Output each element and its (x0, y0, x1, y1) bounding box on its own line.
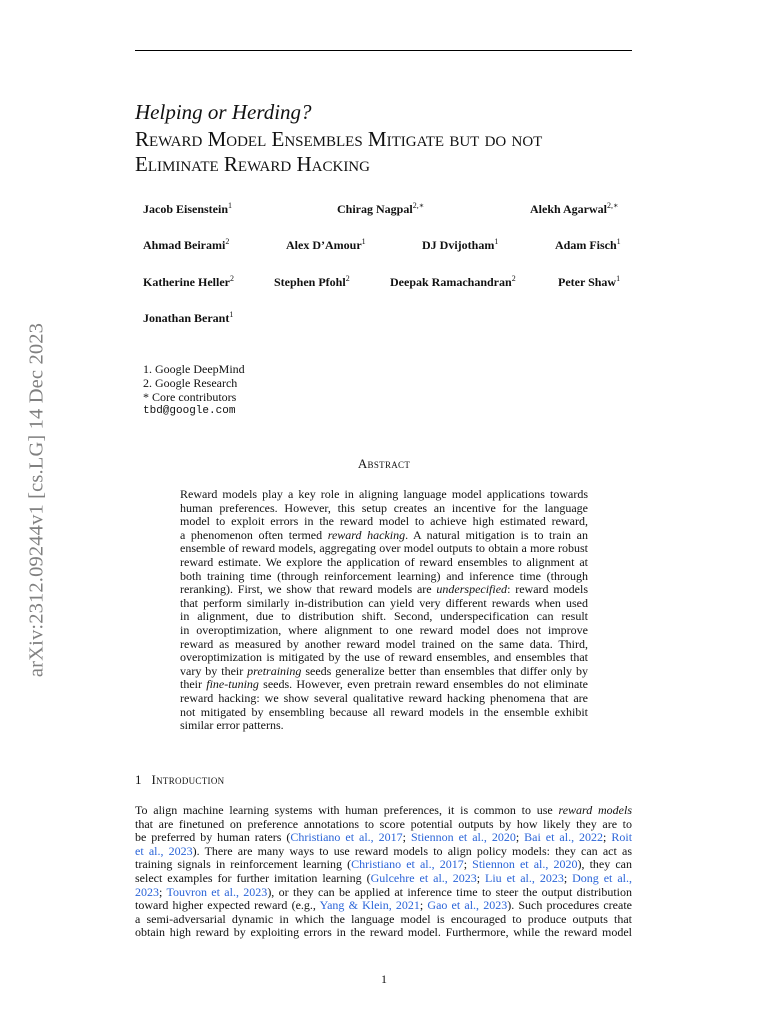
text-span: ; (603, 830, 612, 845)
author-shaw (558, 275, 620, 290)
abstract-line: that perform similarly in-distribution can yield very different rewards when used (180, 595, 588, 610)
text-span: : reward models (507, 582, 588, 597)
author-heller (143, 275, 234, 290)
page-number: 1 (381, 972, 387, 986)
abstract-line: reward estimate. We explore the application of reward ensembles to alignment at (180, 554, 588, 569)
abstract-line: ensemble of reward models, aggregating over model outputs to obtain a more robust (180, 541, 588, 556)
text-span: a phenomenon often termed (180, 527, 328, 542)
author-damour (286, 238, 366, 253)
emphasis-text: reward models (558, 803, 632, 817)
abstract-line: both training time (through reinforcement learning) and inference time (through (180, 568, 588, 583)
citation-link[interactable]: Gulcehre et al., 2023 (370, 870, 477, 885)
title-line-3: Eliminate Reward Hacking (135, 152, 370, 176)
abstract-line: overoptimization is mitigated by the use of reward ensembles, and ensembles that (180, 650, 588, 665)
abstract-line (180, 678, 588, 692)
author-berant (143, 311, 233, 326)
text-span: seeds generalize better than ensembles that differ only by (301, 663, 588, 678)
citation-link[interactable]: 2023 (135, 884, 159, 899)
abstract-line: in overoptimization, where alignment to one reward model does not improve (180, 622, 588, 637)
emphasis-text: underspecified (436, 582, 508, 597)
core-contributors-note: * Core contributors (143, 390, 237, 404)
author-affiliation-mark: 2,∗ (607, 201, 619, 210)
author-affiliation-mark: 2 (345, 274, 350, 283)
citation-link[interactable]: et al., 2023 (135, 843, 193, 858)
text-span: reranking). First, we show that reward models are (180, 582, 437, 597)
text-span: To align machine learning systems with human preferences, it is common to use (135, 803, 559, 817)
intro-line (135, 804, 632, 818)
author-name: Alekh Agarwal (530, 202, 608, 216)
author-pfohl (274, 275, 350, 290)
author-dvijotham (422, 238, 498, 253)
citation-link[interactable]: Christiano et al., 2017 (290, 830, 403, 845)
text-span: training signals in reinforcement learning ( (135, 857, 352, 872)
citation-link[interactable]: Roit (611, 830, 633, 845)
intro-line (135, 831, 632, 845)
intro-line (135, 858, 632, 872)
title-line-2: Reward Model Ensembles Mitigate but do not (135, 127, 543, 151)
author-fisch (555, 238, 621, 253)
abstract-heading: Abstract (357, 456, 411, 471)
contact-email[interactable]: tbd@google.com (143, 405, 236, 417)
abstract-line (180, 529, 588, 543)
author-beirami (143, 238, 229, 253)
intro-line (135, 845, 632, 859)
author-affiliation-mark: 1 (616, 274, 621, 283)
author-eisenstein (143, 202, 232, 217)
author-name: Chirag Nagpal (337, 202, 413, 216)
author-name: Stephen Pfohl (274, 275, 346, 289)
header-rule (135, 50, 632, 51)
emphasis-text: reward hacking (327, 527, 406, 542)
citation-link[interactable]: Bai et al., 2022 (524, 830, 604, 845)
text-span: ), or they can be applied at inference time to steer the output distribution (267, 884, 632, 899)
text-span: ; (419, 898, 428, 913)
section-number: 1 (135, 772, 142, 787)
title-line-1: Helping or Herding? (135, 100, 312, 124)
text-span: ). Such procedures create (507, 898, 632, 913)
affiliation-2: 2. Google Research (143, 376, 238, 390)
text-span: ; (563, 870, 573, 885)
abstract-line: model to exploit errors in the reward model to achieve high estimated reward, (180, 514, 588, 529)
citation-link[interactable]: Yang & Klein, 2021 (319, 898, 420, 913)
affiliation-1: 1. Google DeepMind (143, 362, 245, 376)
section-heading-introduction (135, 772, 224, 788)
author-name: DJ Dvijotham (422, 238, 495, 252)
abstract-line: in alignment, due to distribution shift. Second, underspecification can result (180, 609, 588, 624)
citation-link[interactable]: Stiennon et al., 2020 (410, 830, 516, 845)
intro-line: obtain high reward by exploiting errors in the reward model. Furthermore, while the reward model (135, 925, 632, 940)
abstract-line: not mitigated by ensembling because all reward models in the ensemble exhibit (180, 704, 588, 719)
intro-line (135, 899, 632, 913)
text-span: ; (515, 830, 525, 845)
text-span: select examples for further imitation learning ( (135, 870, 371, 885)
abstract-line: similar error patterns. (180, 718, 284, 733)
intro-line (135, 886, 632, 900)
author-affiliation-mark: 2,∗ (412, 201, 425, 210)
section-title: Introduction (151, 772, 225, 787)
text-span: . A natural mitigation is to train an (405, 527, 588, 542)
author-nagpal (337, 202, 424, 217)
author-name: Deepak Ramachandran (390, 275, 512, 289)
text-span: ). There are many ways to use reward models to align policy models: they can act as (192, 843, 632, 858)
intro-line: a semi-adversarial dynamic in which the language model is encouraged to produce outputs that (135, 911, 632, 926)
author-name: Katherine Heller (143, 275, 230, 289)
author-agarwal (530, 202, 618, 217)
citation-link[interactable]: Touvron et al., 2023 (166, 884, 268, 899)
citation-link[interactable]: Dong et al., (572, 870, 632, 885)
author-name: Adam Fisch (555, 238, 617, 252)
author-affiliation-mark: 2 (511, 274, 516, 283)
author-ramachandran (390, 275, 516, 290)
citation-link[interactable]: Liu et al., 2023 (485, 870, 564, 885)
citation-link[interactable]: Stiennon et al., 2020 (472, 857, 578, 872)
author-affiliation-mark: 1 (616, 237, 621, 246)
author-name: Alex D’Amour (286, 238, 362, 252)
text-span: ; (402, 830, 411, 845)
author-affiliation-mark: 1 (229, 310, 234, 319)
citation-link[interactable]: Christiano et al., 2017 (351, 857, 464, 872)
citation-link[interactable]: Gao et al., 2023 (427, 898, 508, 913)
text-span: toward higher expected reward (e.g., (135, 898, 320, 913)
text-span: ; (463, 857, 473, 872)
author-name: Jacob Eisenstein (143, 202, 229, 216)
introduction-body (135, 804, 632, 940)
abstract-line (180, 665, 588, 679)
text-span: ), they can (577, 857, 632, 872)
affiliations (143, 362, 245, 418)
abstract-line (180, 583, 588, 597)
intro-line: that are finetuned on preference annotations to score potential outputs by how likely they are to (135, 816, 632, 831)
abstract-line: human preferences. However, this setup creates an incentive for the language (180, 500, 588, 515)
author-name: Peter Shaw (558, 275, 617, 289)
text-span: ; (159, 884, 167, 899)
abstract-body (180, 488, 588, 733)
author-name: Jonathan Berant (143, 311, 230, 325)
arxiv-identifier[interactable]: arXiv:2312.09244v1 [cs.LG] 14 Dec 2023 (25, 322, 48, 678)
abstract-line: reward as measured by another reward model trained on the same data. Third, (180, 636, 588, 651)
author-affiliation-mark: 1 (361, 237, 366, 246)
author-name: Ahmad Beirami (143, 238, 226, 252)
abstract-line: reward hacking: we show several qualitative reward hacking phenomena that are (180, 690, 588, 705)
text-span: be preferred by human raters ( (135, 830, 291, 845)
text-span: ; (476, 870, 486, 885)
author-affiliation-mark: 2 (229, 274, 234, 283)
author-affiliation-mark: 1 (228, 201, 233, 210)
text-span: their (180, 677, 207, 692)
abstract-line: Reward models play a key role in aligning language model applications towards (180, 487, 588, 501)
emphasis-text: pretraining (247, 663, 302, 678)
emphasis-text: fine-tuning (206, 677, 259, 692)
text-span: vary by their (180, 663, 248, 678)
text-span: seeds. However, even pretrain reward ensembles do not eliminate (258, 677, 588, 692)
author-affiliation-mark: 2 (225, 237, 230, 246)
author-affiliation-mark: 1 (494, 237, 499, 246)
intro-line (135, 872, 632, 886)
